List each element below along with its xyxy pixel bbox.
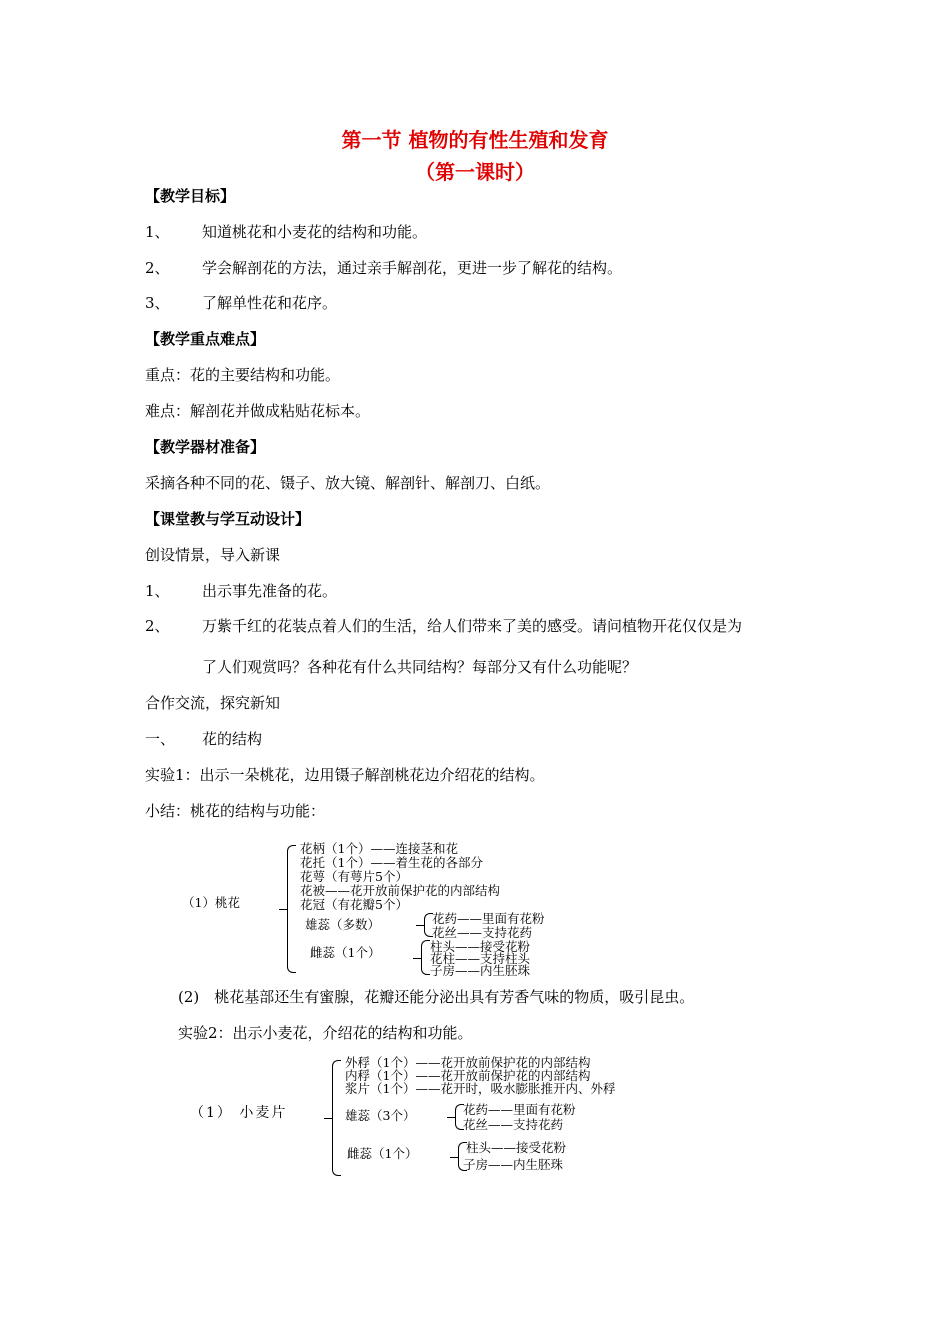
wheat-item: 内稃（1个）——花开放前保护花的内部结构: [345, 1068, 591, 1083]
explore: 合作交流，探究新知: [145, 694, 281, 712]
peach-pistil: 雌蕊（1个）: [310, 945, 381, 960]
section-key: 【教学重点难点】: [145, 330, 266, 348]
peach-item: 花萼（有萼片5个）: [300, 869, 408, 884]
peach-stamen: 雄蕊（多数）: [305, 917, 381, 932]
wheat-stamen-part: 花药——里面有花粉: [463, 1102, 576, 1117]
goal-3: 3、 了解单性花和花序。: [145, 294, 338, 312]
peach-stamen-part: 花丝——支持花药: [432, 925, 533, 940]
step-2: 2、 万紫千红的花装点着人们的生活，给人们带来了美的感受。请问植物开花仅仅是为: [145, 617, 743, 635]
wheat-pistil: 雌蕊（1个）: [347, 1146, 418, 1161]
goal-2: 2、 学会解剖花的方法，通过亲手解剖花，更进一步了解花的结构。: [145, 259, 623, 277]
wheat-stamen-part: 花丝——支持花药: [463, 1117, 564, 1132]
step-2-cont: 了人们观赏吗？各种花有什么共同结构？每部分又有什么功能呢？: [202, 658, 638, 676]
peach-pistil-part: 柱头——接受花粉: [430, 939, 531, 954]
wheat-item: 浆片（1个）——花开时，吸水膨胀推开内、外稃: [345, 1081, 616, 1096]
intro: 创设情景，导入新课: [145, 546, 281, 564]
wheat-label: （1） 小麦片: [190, 1105, 288, 1121]
difficult-point: 难点：解剖花并做成粘贴花标本。: [145, 402, 371, 420]
peach-brace: [287, 845, 296, 973]
part-one: 一、 花的结构: [145, 730, 263, 748]
peach-pistil-part: 子房——内生胚珠: [430, 963, 531, 978]
wheat-brace: [332, 1060, 341, 1176]
section-materials: 【教学器材准备】: [145, 438, 266, 456]
experiment-2: 实验2：出示小麦花，介绍花的结构和功能。: [178, 1024, 473, 1042]
summary: 小结：桃花的结构与功能：: [145, 802, 326, 820]
peach-note: (2) 桃花基部还生有蜜腺，花瓣还能分泌出具有芳香气味的物质，吸引昆虫。: [178, 988, 695, 1006]
goal-1: 1、 知道桃花和小麦花的结构和功能。: [145, 223, 428, 241]
peach-item: 花冠（有花瓣5个）: [300, 897, 408, 912]
page-title: 第一节 植物的有性生殖和发育: [341, 128, 609, 152]
wheat-stamen: 雄蕊（3个）: [345, 1108, 416, 1123]
materials: 采摘各种不同的花、镊子、放大镜、解剖针、解剖刀、白纸。: [145, 474, 551, 492]
section-design: 【课堂教与学互动设计】: [145, 510, 311, 528]
wheat-pistil-part: 柱头——接受花粉: [466, 1140, 567, 1155]
peach-item: 花柄（1个）——连接茎和花: [300, 841, 458, 856]
section-goals: 【教学目标】: [145, 187, 236, 205]
peach-pistil-part: 花柱——支持柱头: [430, 951, 531, 966]
experiment-1: 实验1：出示一朵桃花，边用镊子解剖桃花边介绍花的结构。: [145, 766, 545, 784]
key-point: 重点：花的主要结构和功能。: [145, 366, 341, 384]
peach-stamen-part: 花药——里面有花粉: [432, 911, 545, 926]
step-1: 1、 出示事先准备的花。: [145, 582, 338, 600]
peach-label: （1）桃花: [182, 895, 240, 910]
page-subtitle: （第一课时）: [415, 160, 535, 184]
peach-pistil-brace: [421, 940, 430, 975]
peach-item: 花被——花开放前保护花的内部结构: [300, 883, 501, 898]
peach-item: 花托（1个）——着生花的各部分: [300, 855, 483, 870]
wheat-item: 外稃（1个）——花开放前保护花的内部结构: [345, 1055, 591, 1070]
wheat-pistil-part: 子房——内生胚珠: [463, 1157, 564, 1172]
